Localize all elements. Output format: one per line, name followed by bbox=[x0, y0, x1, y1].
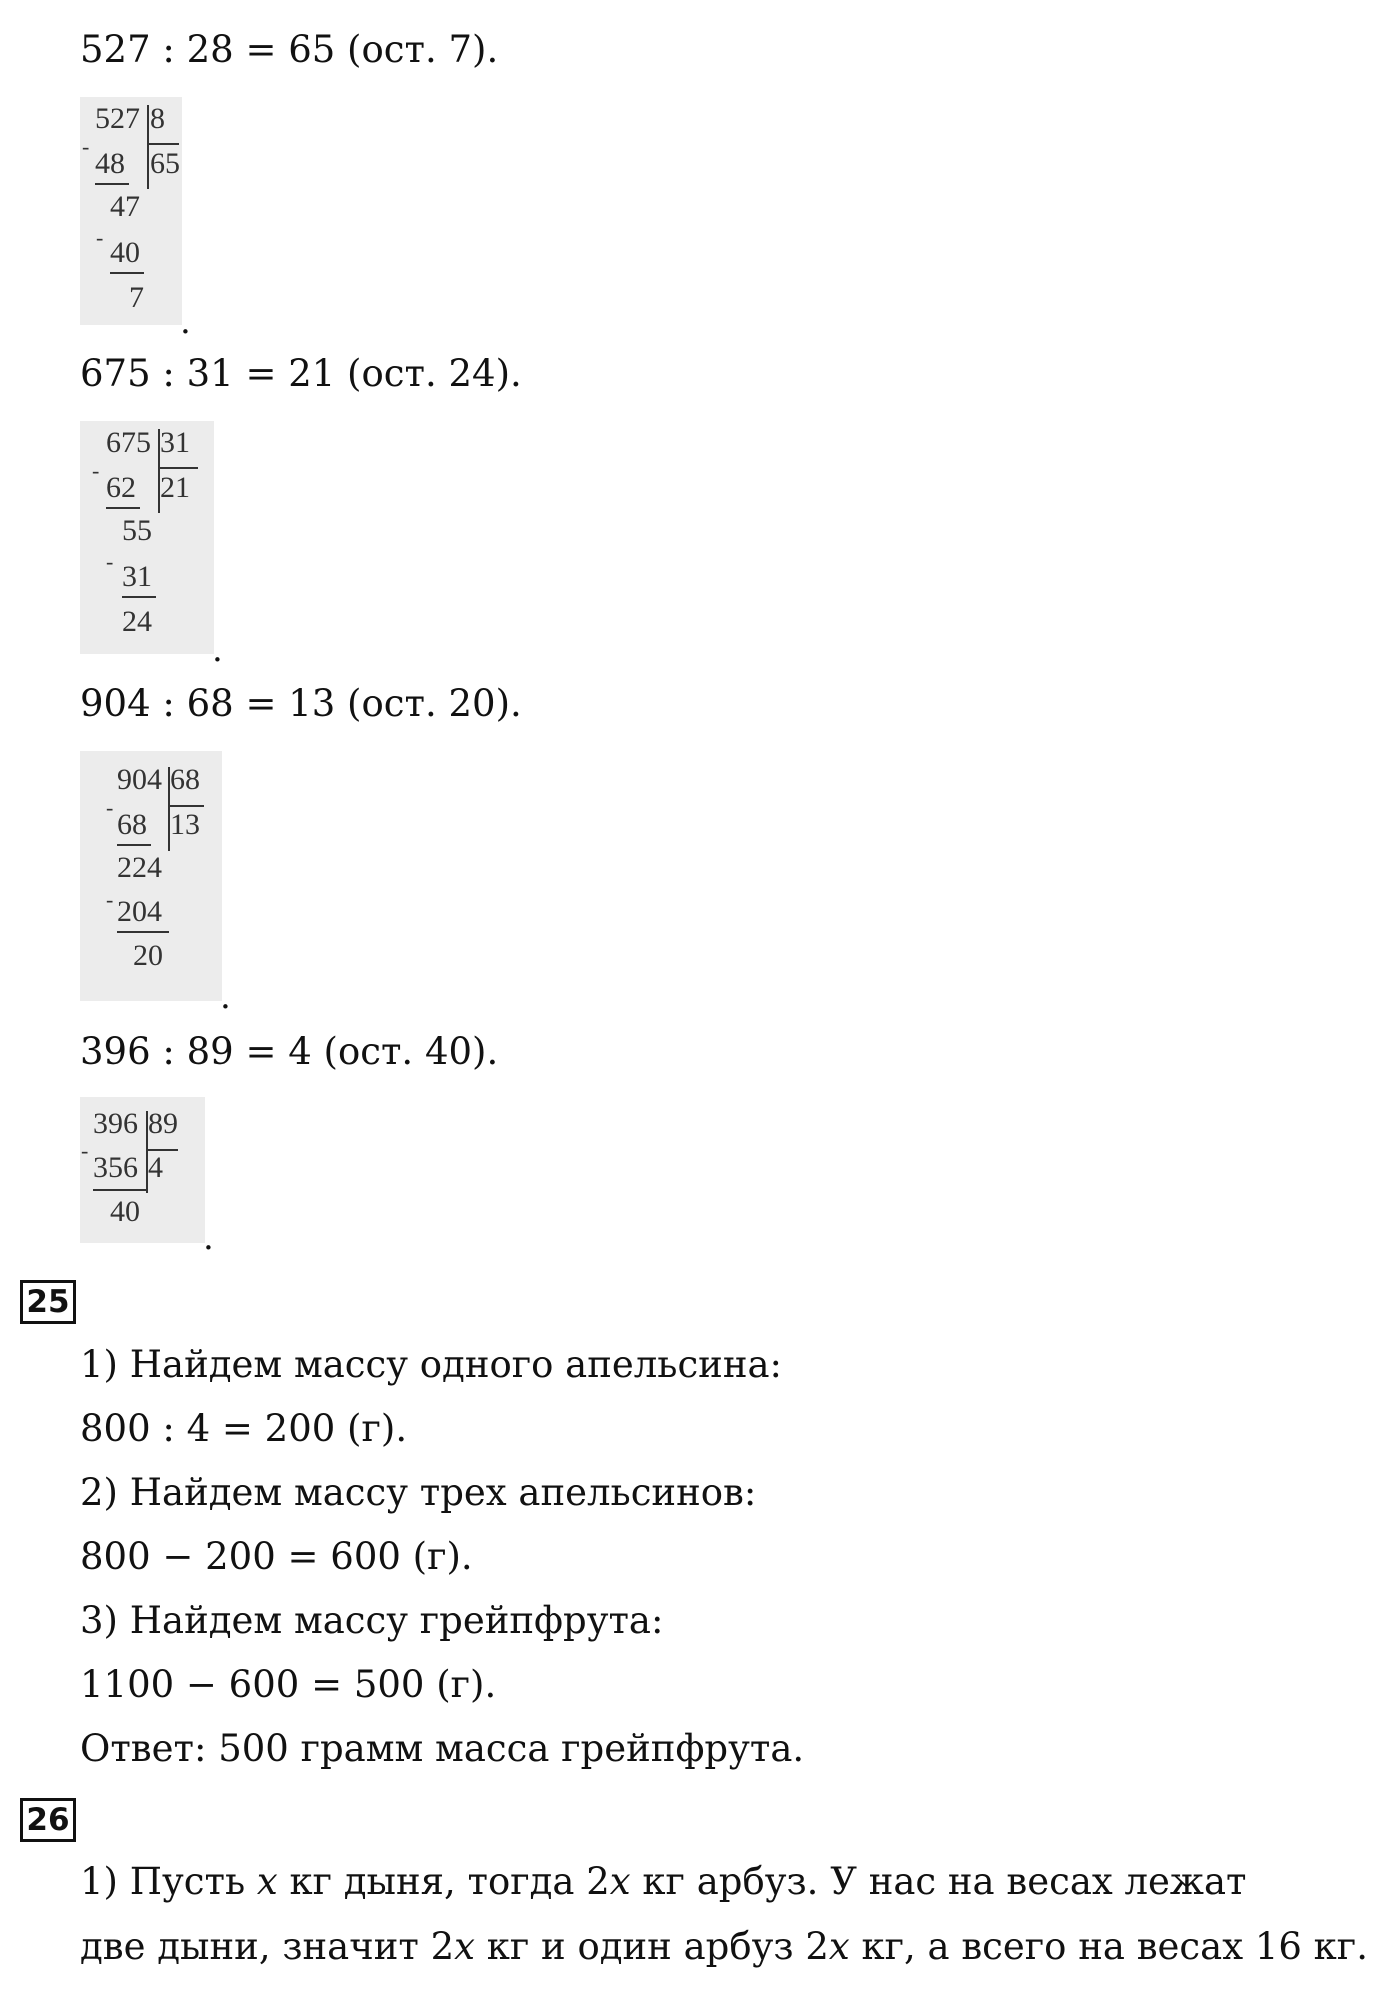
step-subtrahend: 40 bbox=[110, 236, 140, 269]
period: . bbox=[180, 302, 191, 342]
division-equation-2: 675 : 31 = 21 (ост. 24). bbox=[80, 352, 522, 395]
divisor: 8 bbox=[150, 102, 165, 135]
division-equation-3: 904 : 68 = 13 (ост. 20). bbox=[80, 682, 522, 725]
task25-line-5: 3) Найдем массу грейпфрута: bbox=[80, 1599, 664, 1642]
period: . bbox=[220, 977, 231, 1017]
task-number-26: 26 bbox=[20, 1798, 76, 1842]
long-division-396 bbox=[80, 1097, 205, 1243]
period: . bbox=[203, 1218, 214, 1258]
quotient: 13 bbox=[170, 808, 200, 841]
step-remainder: 47 bbox=[110, 190, 140, 223]
task-number-25: 25 bbox=[20, 1280, 76, 1324]
dividend: 396 bbox=[93, 1107, 138, 1140]
quotient: 65 bbox=[150, 147, 180, 180]
remainder: 40 bbox=[110, 1195, 140, 1228]
division-equation-1: 527 : 28 = 65 (ост. 7). bbox=[80, 28, 499, 71]
long-division-675 bbox=[80, 421, 214, 654]
task26-line-1: 1) Пусть 𝑥 кг дыня, тогда 2𝑥 кг арбуз. У нас на весах лежат bbox=[80, 1860, 1247, 1903]
dividend: 904 bbox=[117, 763, 162, 796]
divisor: 89 bbox=[148, 1107, 178, 1140]
task25-line-6: 1100 − 600 = 500 (г). bbox=[80, 1663, 497, 1706]
minus-sign: - bbox=[81, 1138, 89, 1163]
step-subtrahend: 356 bbox=[93, 1151, 138, 1184]
long-division-527 bbox=[80, 97, 182, 325]
step-subtrahend: 48 bbox=[95, 147, 125, 180]
task25-line-3: 2) Найдем массу трех апельсинов: bbox=[80, 1471, 757, 1514]
remainder: 7 bbox=[129, 281, 144, 314]
long-division-904 bbox=[80, 751, 222, 1001]
task25-line-2: 800 : 4 = 200 (г). bbox=[80, 1407, 408, 1450]
period: . bbox=[212, 630, 223, 670]
task25-line-4: 800 − 200 = 600 (г). bbox=[80, 1535, 473, 1578]
quotient: 21 bbox=[160, 471, 190, 504]
dividend: 675 bbox=[106, 426, 151, 459]
task25-answer: Ответ: 500 грамм масса грейпфрута. bbox=[80, 1727, 805, 1770]
step-subtrahend: 204 bbox=[117, 895, 162, 928]
minus-sign: - bbox=[92, 458, 100, 483]
minus-sign: - bbox=[96, 225, 104, 250]
task26-line-2: две дыни, значит 2𝑥 кг и один арбуз 2𝑥 кг, а всего на весах 16 кг. bbox=[80, 1925, 1368, 1968]
step-subtrahend: 31 bbox=[122, 560, 152, 593]
step-remainder: 55 bbox=[122, 514, 152, 547]
minus-sign: - bbox=[106, 549, 114, 574]
step-subtrahend: 62 bbox=[106, 471, 136, 504]
division-equation-4: 396 : 89 = 4 (ост. 40). bbox=[80, 1030, 499, 1073]
task25-line-1: 1) Найдем массу одного апельсина: bbox=[80, 1343, 783, 1386]
remainder: 24 bbox=[122, 605, 152, 638]
step-subtrahend: 68 bbox=[117, 808, 147, 841]
minus-sign: - bbox=[82, 134, 90, 159]
remainder: 20 bbox=[133, 939, 163, 972]
minus-sign: - bbox=[106, 795, 114, 820]
divisor: 68 bbox=[170, 763, 200, 796]
divisor: 31 bbox=[160, 426, 190, 459]
minus-sign: - bbox=[106, 887, 114, 912]
dividend: 527 bbox=[95, 102, 140, 135]
quotient: 4 bbox=[148, 1151, 163, 1184]
step-remainder: 224 bbox=[117, 851, 162, 884]
